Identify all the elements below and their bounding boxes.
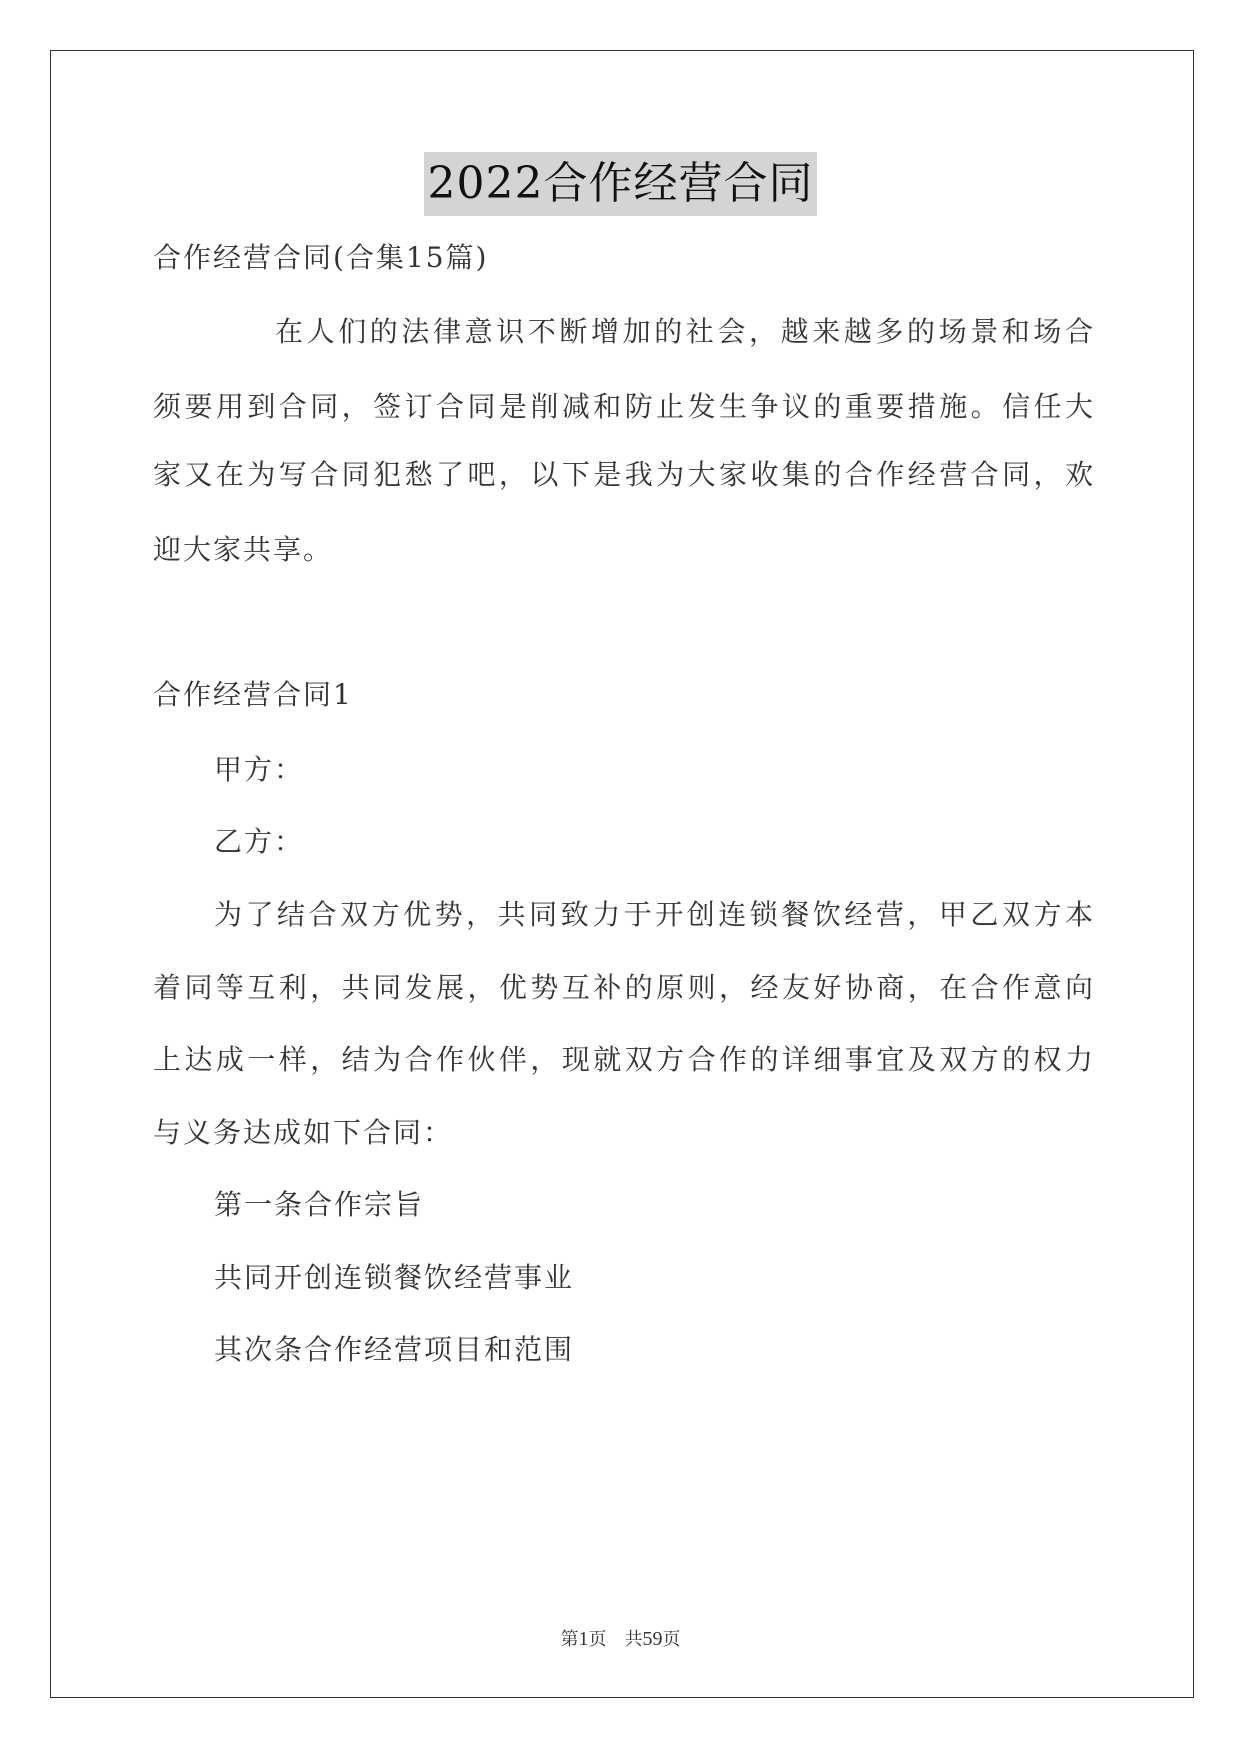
page-footer bbox=[0, 1627, 1241, 1651]
party-a-label: 甲方： bbox=[214, 753, 305, 786]
total-suffix: 页 bbox=[662, 1629, 681, 1649]
body-line-2: 着同等互利，共同发展，优势互补的原则，经友好协商，在合作意向 bbox=[153, 971, 1093, 1004]
body-line-1: 为了结合双方优势，共同致力于开创连锁餐饮经营，甲乙双方本 bbox=[214, 898, 1093, 931]
document-subtitle: 合作经营合同(合集15篇) bbox=[153, 241, 489, 274]
intro-line-2: 须要用到合同，签订合同是削减和防止发生争议的重要措施。信任大 bbox=[153, 390, 1093, 423]
intro-line-1: 在人们的法律意识不断增加的社会，越来越多的场景和场合 bbox=[275, 315, 1093, 348]
section-heading: 合作经营合同1 bbox=[153, 678, 353, 711]
article-2-title: 其次条合作经营项目和范围 bbox=[214, 1333, 575, 1366]
total-pages: 59 bbox=[642, 1628, 663, 1650]
article-1-title: 第一条合作宗旨 bbox=[214, 1188, 425, 1221]
body-line-4: 与义务达成如下合同： bbox=[153, 1116, 454, 1149]
total-prefix: 共 bbox=[624, 1629, 643, 1649]
title-wrap bbox=[0, 152, 1241, 216]
page-border bbox=[50, 50, 1194, 1698]
page-number: 1 bbox=[578, 1628, 589, 1650]
party-b-label: 乙方： bbox=[214, 825, 305, 858]
document-title: 2022合作经营合同 bbox=[424, 152, 818, 216]
intro-line-3: 家又在为写合同犯愁了吧，以下是我为大家收集的合作经营合同，欢 bbox=[153, 458, 1093, 491]
page-prefix: 第 bbox=[560, 1629, 579, 1649]
intro-line-4: 迎大家共享。 bbox=[153, 533, 334, 566]
body-line-3: 上达成一样，结为合作伙伴，现就双方合作的详细事宜及双方的权力 bbox=[153, 1043, 1093, 1076]
article-1-text: 共同开创连锁餐饮经营事业 bbox=[214, 1261, 575, 1294]
page-suffix: 页 bbox=[588, 1629, 607, 1649]
